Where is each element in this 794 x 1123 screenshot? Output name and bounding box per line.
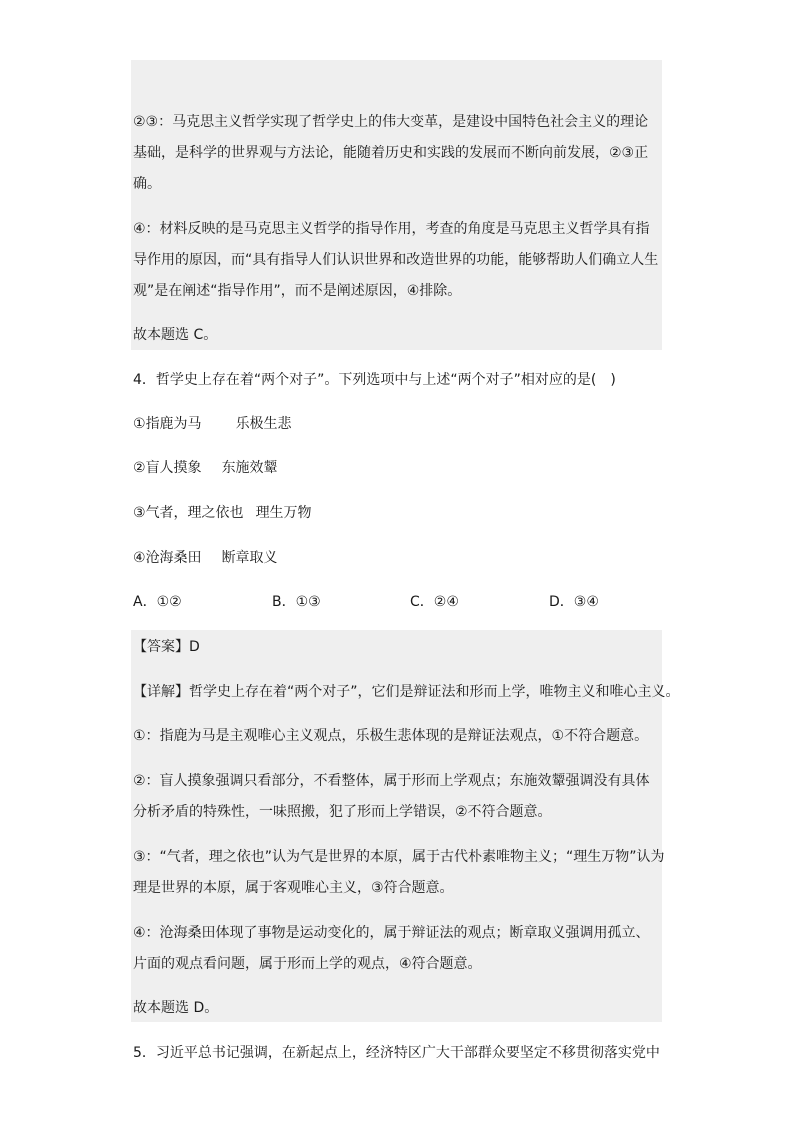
item-idiom-a: 气者，理之依也 — [145, 505, 244, 521]
conclusion-line: 故本题选 C。 — [133, 327, 218, 343]
item-idiom-a: 盲人摸象 — [145, 460, 202, 476]
explanation-block-prev — [131, 60, 662, 350]
option-d: D．③④ — [549, 594, 599, 610]
detail-label: 【详解】 — [133, 684, 189, 700]
explanation-line: ④：材料反映的是马克思主义哲学的指导作用，考查的角度是马克思主义哲学具有指 — [133, 221, 650, 237]
explanation-line: 理是世界的本原，属于客观唯心主义，③符合题意。 — [133, 880, 454, 896]
question-item — [133, 458, 278, 478]
question-item — [133, 414, 292, 434]
explanation-line: ③：“气者，理之依也”认为气是世界的本原，属于古代朴素唯物主义；“理生万物”认为 — [133, 849, 665, 865]
item-idiom-a: 沧海桑田 — [145, 550, 202, 566]
item-idiom-a: 指鹿为马 — [145, 416, 202, 432]
explanation-line: 分析矛盾的特殊性，一味照搬，犯了形而上学错误，②不符合题意。 — [133, 804, 552, 820]
answer-line: 【答案】D — [133, 639, 200, 655]
item-idiom-b: 东施效颦 — [221, 460, 278, 476]
question-item — [133, 503, 312, 523]
detail-line — [133, 682, 680, 702]
explanation-line: 基础，是科学的世界观与方法论，能随着历史和实践的发展而不断向前发展，②③正 — [133, 145, 649, 161]
explanation-line: 确。 — [133, 176, 161, 192]
item-number: ② — [133, 460, 146, 476]
option-c: C．②④ — [410, 594, 459, 610]
explanation-line: 片面的观点看问题，属于形而上学的观点，④符合题意。 — [133, 956, 482, 972]
question-stem: 4．哲学史上存在着“两个对子”。下列选项中与上述“两个对子”相对应的是( ) — [133, 372, 616, 388]
item-idiom-b: 乐极生悲 — [235, 416, 292, 432]
item-idiom-b: 理生万物 — [255, 505, 312, 521]
explanation-line: ④：沧海桑田体现了事物是运动变化的，属于辩证法的观点；断章取义强调用孤立、 — [133, 925, 650, 941]
item-number: ③ — [133, 505, 146, 521]
item-idiom-b: 断章取义 — [221, 550, 278, 566]
explanation-line: 观”是在阐述“指导作用”，而不是阐述原因，④排除。 — [133, 283, 462, 299]
conclusion-line: 故本题选 D。 — [133, 1000, 219, 1016]
question-stem: 5．习近平总书记强调，在新起点上，经济特区广大干部群众要坚定不移贯彻落实党中 — [133, 1045, 660, 1061]
detail-text: 哲学史上存在着“两个对子”，它们是辩证法和形而上学，唯物主义和唯心主义。 — [189, 684, 680, 700]
item-number: ④ — [133, 550, 146, 566]
explanation-line: ①：指鹿为马是主观唯心主义观点，乐极生悲体现的是辩证法观点，①不符合题意。 — [133, 728, 649, 744]
explanation-line: 导作用的原因，而“具有指导人们认识世界和改造世界的功能，能够帮助人们确立人生 — [133, 252, 659, 268]
option-b: B．①③ — [272, 594, 321, 610]
option-a: A．①② — [133, 594, 182, 610]
explanation-line: ②：盲人摸象强调只看部分，不看整体，属于形而上学观点；东施效颦强调没有具体 — [133, 773, 650, 789]
item-number: ① — [133, 416, 146, 432]
explanation-line: ②③：马克思主义哲学实现了哲学史上的伟大变革，是建设中国特色社会主义的理论 — [133, 114, 649, 130]
question-item — [133, 548, 278, 568]
